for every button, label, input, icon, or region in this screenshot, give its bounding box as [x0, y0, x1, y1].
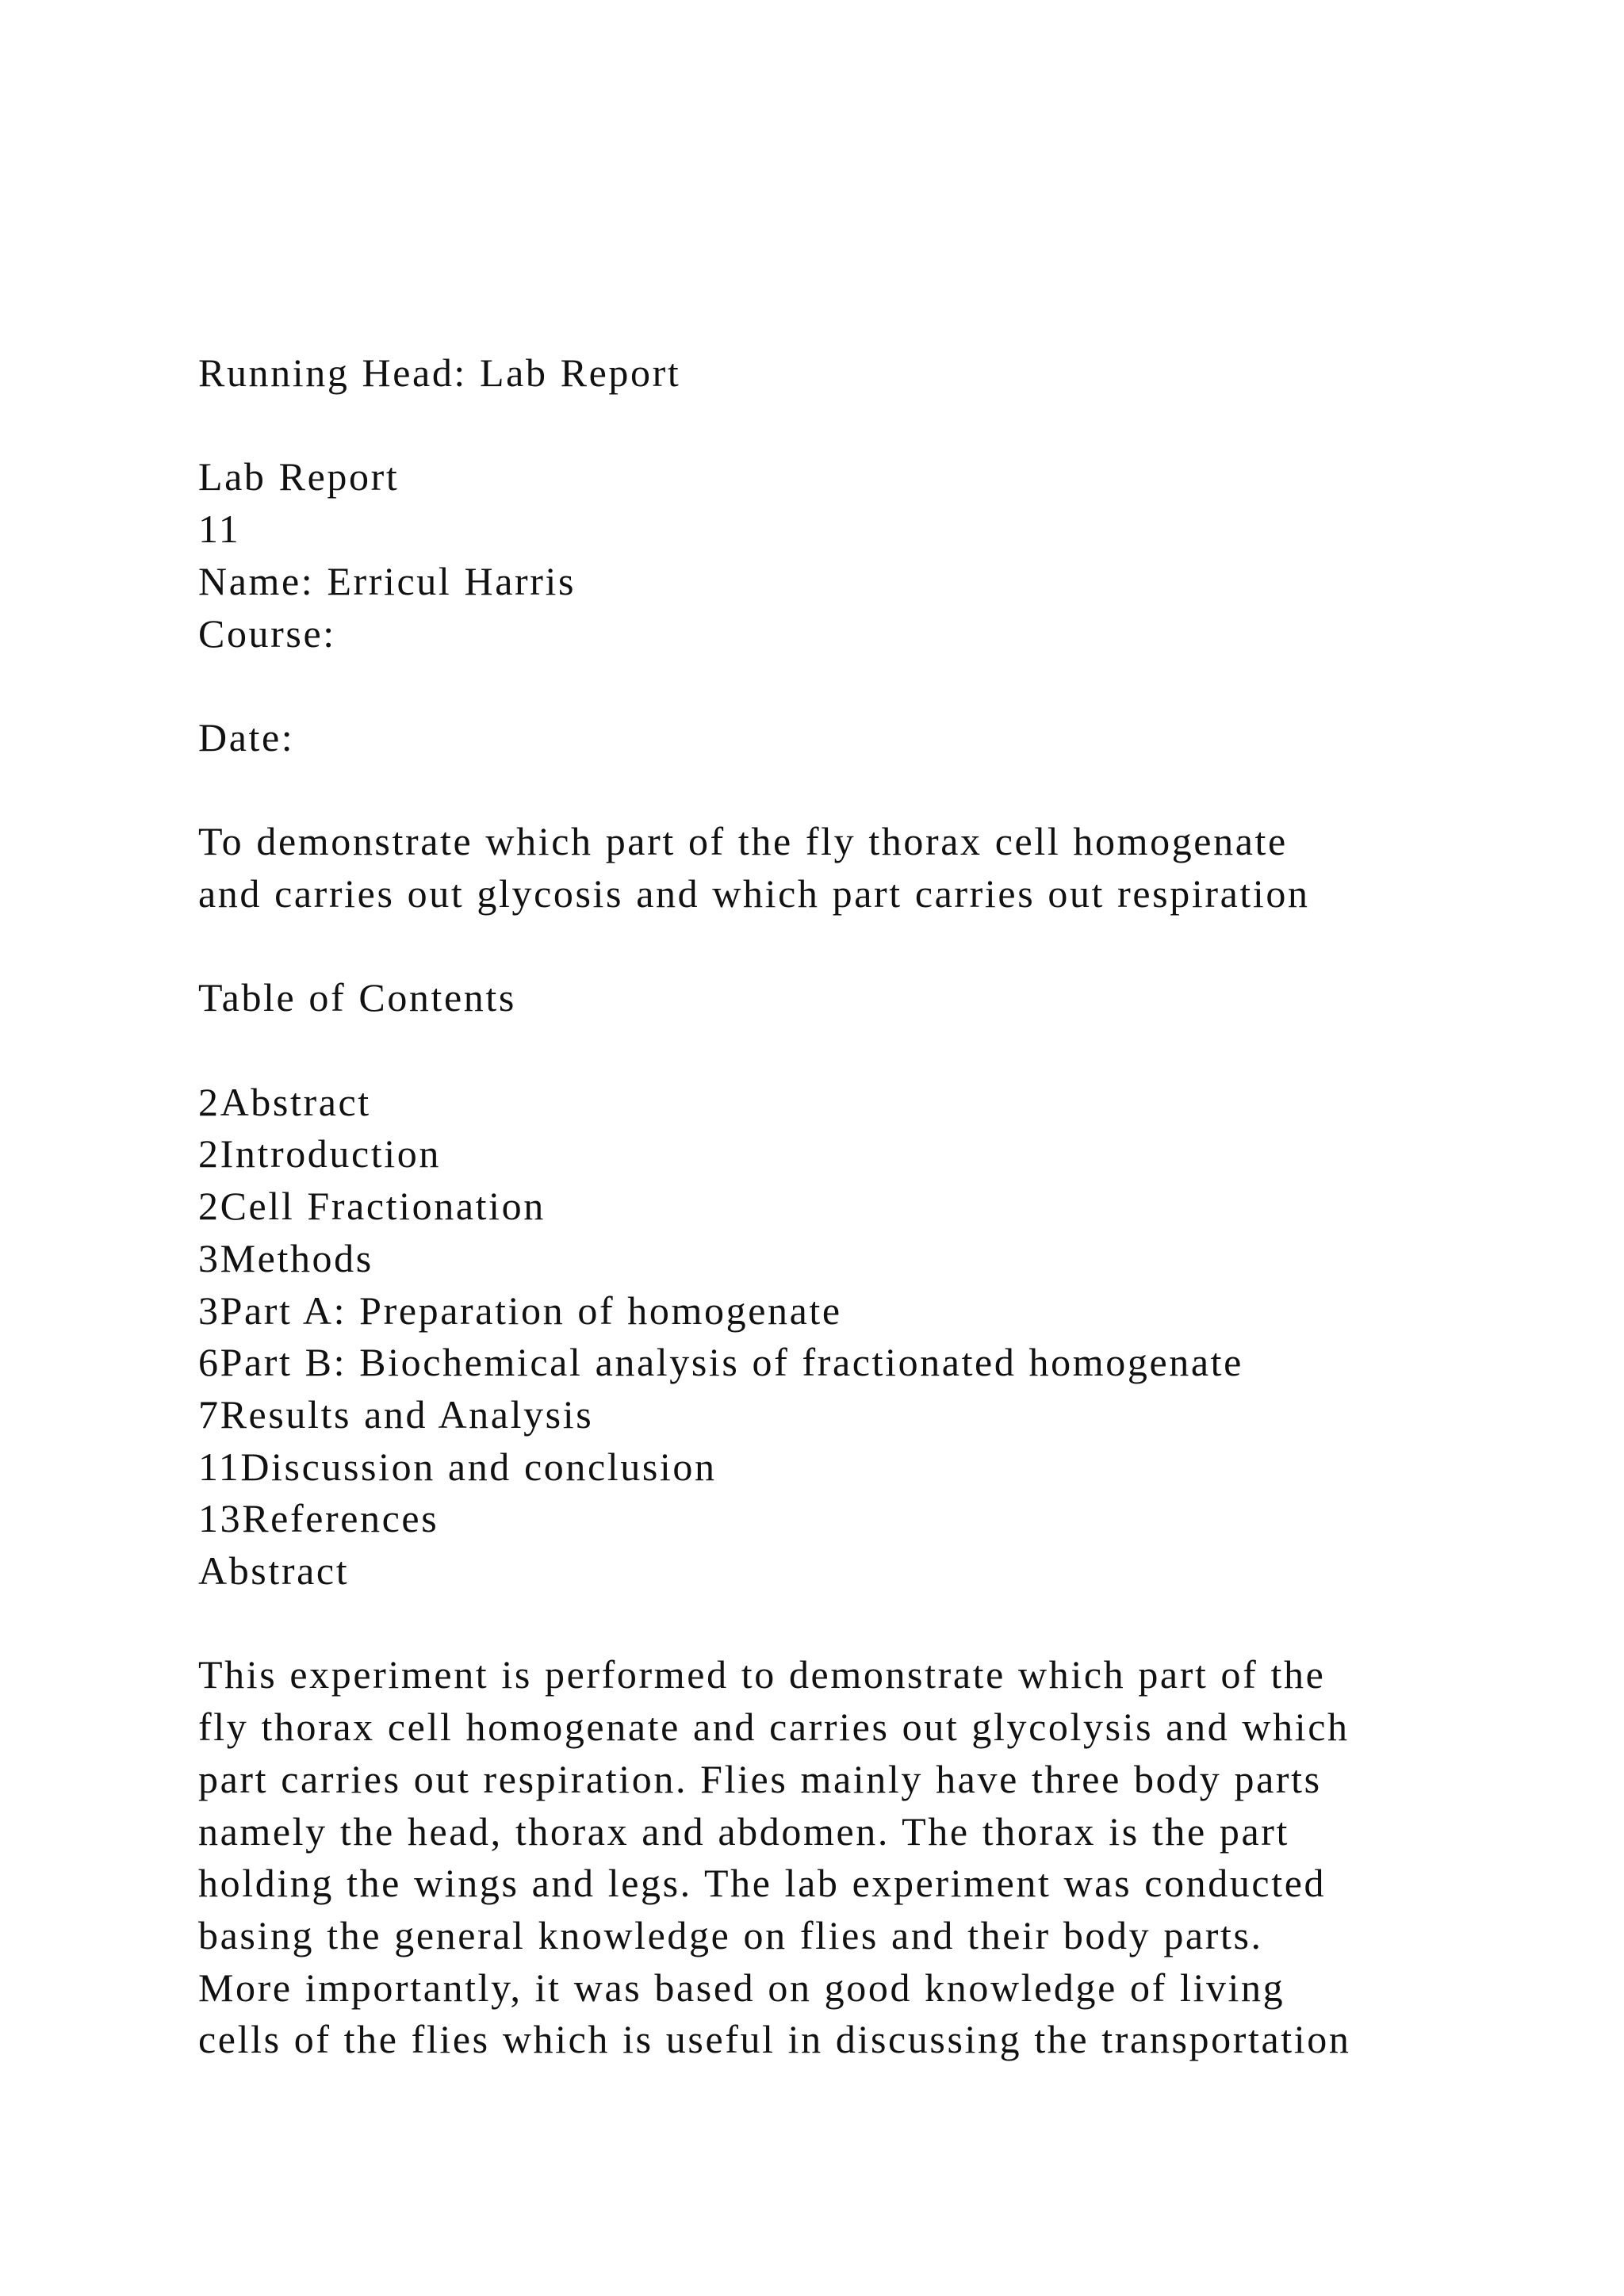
toc-entry[interactable]: 2Cell Fractionation — [198, 1184, 546, 1229]
table-of-contents — [198, 1077, 1546, 1545]
toc-entry[interactable]: 2Introduction — [198, 1131, 441, 1177]
abstract-line: basing the general knowledge on flies and their body parts. — [198, 1913, 1263, 1957]
toc-entry[interactable]: 11Discussion and conclusion — [198, 1444, 717, 1489]
abstract-line: namely the head, thorax and abdomen. The thorax is the part — [198, 1808, 1289, 1854]
report-number: 11 — [198, 507, 241, 552]
aim-line: and carries out glycosis and which part carries out respiration — [198, 871, 1310, 916]
aim-line: To demonstrate which part of the fly thorax cell homogenate — [198, 819, 1288, 864]
blank-line — [198, 764, 1546, 817]
report-title: Lab Report — [198, 454, 400, 499]
abstract-line: cells of the flies which is useful in discussing the transportation — [198, 2017, 1351, 2062]
toc-entry[interactable]: 2Abstract — [198, 1079, 371, 1124]
abstract-line: holding the wings and legs. The lab experiment was conducted — [198, 1861, 1327, 1906]
abstract-heading: Abstract — [198, 1548, 350, 1594]
toc-entry[interactable]: 13References — [198, 1496, 439, 1541]
toc-entry[interactable]: 6Part B: Biochemical analysis of fractionated homogenate — [198, 1340, 1243, 1385]
course-field: Course: — [198, 610, 336, 656]
running-head: Running Head: Lab Report — [198, 350, 681, 395]
blank-line — [198, 920, 1546, 973]
abstract-line: This experiment is performed to demonstrate which part of the — [198, 1652, 1326, 1697]
blank-line — [198, 1024, 1546, 1077]
toc-heading: Table of Contents — [198, 975, 516, 1020]
document-body — [198, 347, 1546, 2066]
date-field: Date: — [198, 714, 295, 760]
abstract-line: More importantly, it was based on good knowledge of living — [198, 1965, 1285, 2010]
blank-line — [198, 660, 1546, 712]
blank-line — [198, 1598, 1546, 1650]
toc-entry[interactable]: 3Methods — [198, 1235, 373, 1280]
toc-entry[interactable]: 7Results and Analysis — [198, 1391, 594, 1437]
toc-entry[interactable]: 3Part A: Preparation of homogenate — [198, 1288, 842, 1333]
author-name: Name: Erricul Harris — [198, 558, 576, 603]
abstract-paragraph — [198, 1649, 1546, 2066]
abstract-line: part carries out respiration. Flies mainly have three body parts — [198, 1756, 1322, 1801]
aim-statement — [198, 816, 1546, 920]
abstract-line: fly thorax cell homogenate and carries out glycolysis and which — [198, 1705, 1350, 1750]
blank-line — [198, 400, 1546, 452]
